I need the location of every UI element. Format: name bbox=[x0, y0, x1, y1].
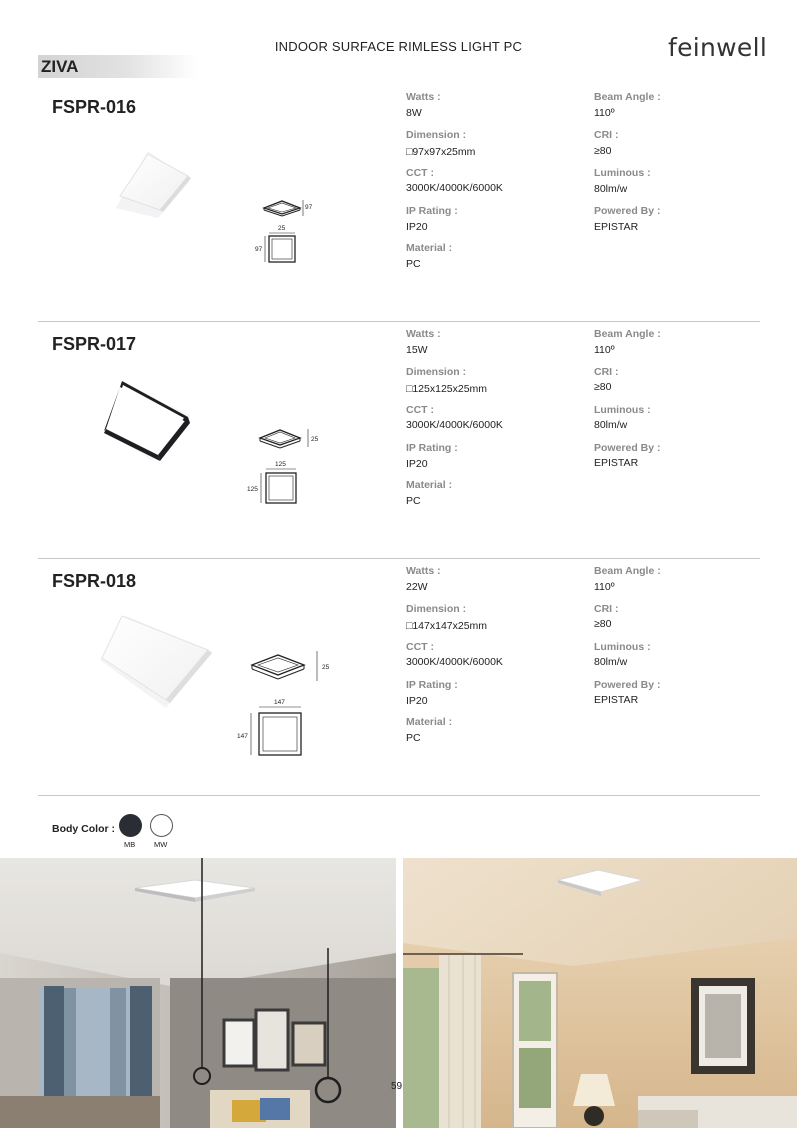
depth-label: 125 bbox=[275, 461, 286, 468]
body-color-label: Body Color : bbox=[52, 823, 115, 835]
height-label: 97 bbox=[305, 204, 313, 211]
height-label: 25 bbox=[311, 436, 319, 443]
beam-angle-value: 110º bbox=[594, 581, 615, 593]
cri-label: CRI : bbox=[594, 129, 619, 141]
watts-label: Watts : bbox=[406, 91, 441, 103]
cct-label: CCT : bbox=[406, 641, 434, 653]
ip-rating-value: IP20 bbox=[406, 695, 428, 707]
powered-by-label: Powered By : bbox=[594, 205, 661, 217]
beam-angle-label: Beam Angle : bbox=[594, 91, 661, 103]
depth-label: 147 bbox=[274, 699, 285, 706]
section-divider bbox=[38, 795, 760, 796]
color-swatch-mw bbox=[150, 814, 173, 837]
cct-label: CCT : bbox=[406, 404, 434, 416]
product-model: FSPR-016 bbox=[52, 97, 137, 117]
product-section bbox=[0, 91, 797, 327]
bedroom-photo-right bbox=[403, 858, 797, 1128]
powered-by-label: Powered By : bbox=[594, 679, 661, 691]
dimension-label: Dimension : bbox=[406, 603, 467, 615]
dimension-value: □97x97x25mm bbox=[406, 146, 476, 158]
luminous-value: 80lm/w bbox=[594, 419, 628, 431]
beam-angle-value: 110º bbox=[594, 107, 615, 119]
side-label: 125 bbox=[247, 486, 258, 493]
powered-by-value: EPISTAR bbox=[594, 221, 639, 233]
cri-label: CRI : bbox=[594, 366, 619, 378]
beam-angle-label: Beam Angle : bbox=[594, 328, 661, 340]
dimension-label: Dimension : bbox=[406, 366, 467, 378]
ip-rating-label: IP Rating : bbox=[406, 679, 458, 691]
cri-value: ≥80 bbox=[594, 381, 612, 393]
watts-value: 15W bbox=[406, 344, 428, 356]
section-divider bbox=[38, 321, 760, 322]
material-value: PC bbox=[406, 495, 421, 507]
swatch-caption-mb: MB bbox=[124, 840, 136, 849]
product-section bbox=[0, 565, 797, 801]
lamp-product-image bbox=[108, 146, 203, 221]
cct-label: CCT : bbox=[406, 167, 434, 179]
section-divider bbox=[38, 558, 760, 559]
watts-value: 22W bbox=[406, 581, 428, 593]
document-title: INDOOR SURFACE RIMLESS LIGHT PC bbox=[274, 39, 523, 54]
luminous-label: Luminous : bbox=[594, 167, 651, 179]
side-label: 97 bbox=[255, 246, 263, 253]
beam-angle-value: 110º bbox=[594, 344, 615, 356]
material-label: Material : bbox=[406, 479, 453, 491]
lamp-product-image bbox=[96, 610, 216, 710]
ip-rating-label: IP Rating : bbox=[406, 205, 458, 217]
color-swatch-mb bbox=[119, 814, 142, 837]
material-value: PC bbox=[406, 732, 421, 744]
luminous-value: 80lm/w bbox=[594, 656, 628, 668]
ip-rating-value: IP20 bbox=[406, 221, 428, 233]
material-label: Material : bbox=[406, 242, 453, 254]
watts-label: Watts : bbox=[406, 328, 441, 340]
beam-angle-label: Beam Angle : bbox=[594, 565, 661, 577]
dimension-drawing bbox=[252, 191, 322, 269]
cri-value: ≥80 bbox=[594, 145, 612, 157]
dimension-value: □147x147x25mm bbox=[406, 620, 488, 632]
dimension-drawing bbox=[244, 423, 326, 511]
product-model: FSPR-018 bbox=[52, 571, 137, 591]
dimension-label: Dimension : bbox=[406, 129, 467, 141]
powered-by-value: EPISTAR bbox=[594, 694, 639, 706]
page-number: 59 bbox=[391, 1081, 403, 1092]
product-model: FSPR-017 bbox=[52, 334, 137, 354]
height-label: 25 bbox=[322, 664, 330, 671]
side-label: 147 bbox=[237, 733, 248, 740]
depth-label: 25 bbox=[278, 225, 286, 232]
cri-value: ≥80 bbox=[594, 618, 612, 630]
brand-logo: feinwell bbox=[668, 33, 768, 62]
material-value: PC bbox=[406, 258, 421, 270]
powered-by-value: EPISTAR bbox=[594, 457, 639, 469]
product-section bbox=[0, 328, 797, 564]
ip-rating-value: IP20 bbox=[406, 458, 428, 470]
powered-by-label: Powered By : bbox=[594, 442, 661, 454]
watts-value: 8W bbox=[406, 107, 422, 119]
swatch-caption-mw: MW bbox=[154, 840, 168, 849]
watts-label: Watts : bbox=[406, 565, 441, 577]
cct-value: 3000K/4000K/6000K bbox=[406, 656, 503, 668]
cri-label: CRI : bbox=[594, 603, 619, 615]
lamp-product-image bbox=[100, 373, 196, 468]
luminous-value: 80lm/w bbox=[594, 183, 628, 195]
ip-rating-label: IP Rating : bbox=[406, 442, 458, 454]
cct-value: 3000K/4000K/6000K bbox=[406, 419, 503, 431]
luminous-label: Luminous : bbox=[594, 404, 651, 416]
dimension-value: □125x125x25mm bbox=[406, 383, 488, 395]
bedroom-photo-left bbox=[0, 858, 396, 1128]
cct-value: 3000K/4000K/6000K bbox=[406, 182, 503, 194]
series-name: ZIVA bbox=[41, 57, 79, 76]
luminous-label: Luminous : bbox=[594, 641, 651, 653]
dimension-drawing bbox=[230, 645, 340, 763]
material-label: Material : bbox=[406, 716, 453, 728]
